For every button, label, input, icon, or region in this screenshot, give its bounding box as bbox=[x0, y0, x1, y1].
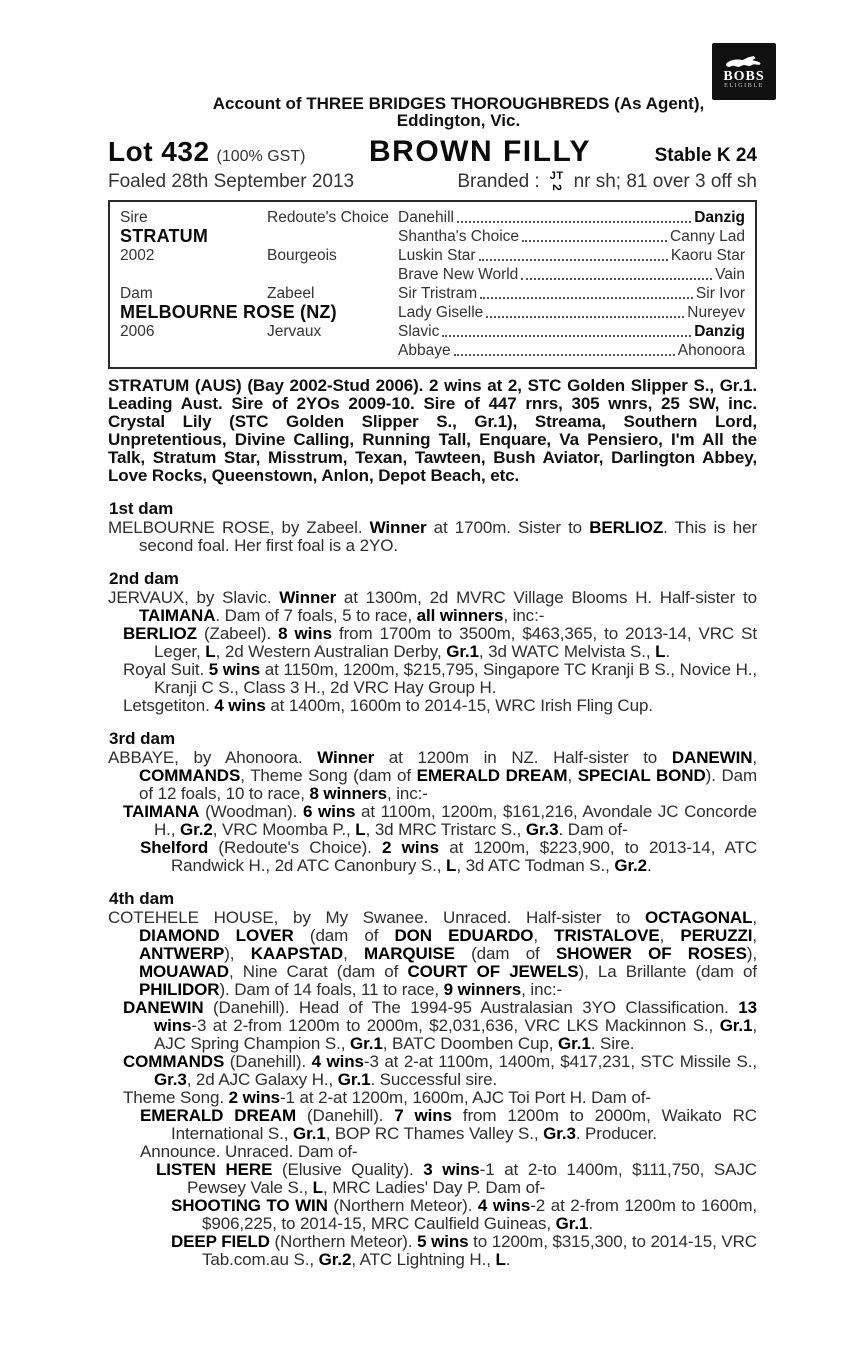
pedigree-parent: Redoute's Choice bbox=[267, 209, 389, 226]
dam-section-4 bbox=[108, 889, 757, 1269]
ancestor-name: Shantha's Choice bbox=[398, 228, 520, 245]
ancestor-sire-name: Kaoru Star bbox=[670, 247, 745, 264]
dam-section-2 bbox=[108, 569, 757, 715]
pedigree-entry: JERVAUX, by Slavic. Winner at 1300m, 2d MVRC Village Blooms H. Half-sister to TAIMANA. Dam of 7 foals, 5 to race, all winners, inc:- bbox=[108, 588, 757, 625]
ancestor-sire-name: Sir Ivor bbox=[695, 285, 745, 302]
pedigree-entry: DANEWIN (Danehill). Head of The 1994-95 Australasian 3YO Classification. 13 wins-3 at 2-from 1200m to 2000m, $2,031,636, VRC LKS Mackinnon S., Gr.1, AJC Spring Champion S., Gr.1, BATC Doomben Cup, Gr.1. Sire. bbox=[123, 998, 757, 1053]
pedigree-ancestor-row bbox=[398, 246, 745, 265]
pedigree-parent: Zabeel bbox=[267, 285, 315, 302]
gst-note: (100% GST) bbox=[216, 148, 306, 165]
pedigree-entry: Announce. Unraced. Dam of- bbox=[140, 1142, 358, 1161]
dam-section-1 bbox=[108, 499, 757, 555]
account-line: Account of THREE BRIDGES THOROUGHBREDS (As Agent), bbox=[212, 94, 705, 113]
pedigree-entry: Royal Suit. 5 wins at 1150m, 1200m, $215,795, Singapore TC Kranji B S., Novice H., Kranji C S., Class 3 H., 2d VRC Hay Group H. bbox=[123, 660, 757, 697]
pedigree-table bbox=[108, 200, 757, 369]
dam-heading: 2nd dam bbox=[109, 569, 179, 588]
pedigree-label: 2002 bbox=[120, 247, 155, 264]
pedigree-label: Dam bbox=[120, 285, 153, 302]
leader-dots bbox=[442, 335, 691, 337]
pedigree-entry: TAIMANA (Woodman). 6 wins at 1100m, 1200m, $161,216, Avondale JC Concorde H., Gr.2, VRC Moomba P., L, 3d MRC Tristarc S., Gr.3. Dam of- bbox=[123, 802, 757, 839]
ancestor-sire-name: Danzig bbox=[694, 323, 745, 340]
ancestor-name: Brave New World bbox=[398, 266, 519, 283]
pedigree-entry: LISTEN HERE (Elusive Quality). 3 wins-1 at 2-to 1400m, $111,750, SAJC Pewsey Vale S., L, MRC Ladies' Day P. Dam of- bbox=[156, 1160, 757, 1197]
leader-dots bbox=[521, 278, 712, 280]
pedigree-ancestor-row bbox=[398, 265, 745, 284]
ancestor-name: Luskin Star bbox=[398, 247, 476, 264]
pedigree-entry: ABBAYE, by Ahonoora. Winner at 1200m in NZ. Half-sister to DANEWIN, COMMANDS, Theme Song (dam of EMERALD DREAM, SPECIAL BOND). Dam of 12 foals, 10 to race, 8 winners, inc:- bbox=[108, 748, 758, 803]
dam-heading: 4th dam bbox=[109, 889, 175, 908]
branded-label: Branded : bbox=[457, 171, 540, 192]
pedigree-entry: COTEHELE HOUSE, by My Swanee. Unraced. Half-sister to OCTAGONAL, DIAMOND LOVER (dam of DON EDUARDO, TRISTALOVE, PERUZZI, ANTWERP), KAAPSTAD, MARQUISE (dam of SHOWER OF ROSES), MOUAWAD, Nine Carat (dam of COURT OF JEWELS), La Brillante (dam of PHILIDOR). Dam of 14 foals, 11 to race, 9 winners, inc:- bbox=[108, 908, 758, 999]
pedigree-entry: EMERALD DREAM (Danehill). 7 wins from 1200m to 2000m, Waikato RC International S., Gr.1, BOP RC Thames Valley S., Gr.3. Producer. bbox=[140, 1106, 757, 1143]
sire-summary: STRATUM (AUS) (Bay 2002-Stud 2006). 2 wins at 2, STC Golden Slipper S., Gr.1. Leading Aust. Sire of 2YOs 2009-10. Sire of 447 rnrs, 305 wnrs, 25 SW, inc. Crystal Lily (STC Golden Slipper S., Gr.1), Streama, Southern Lord, Unpretentious, Divine Calling, Running Tall, Enquare, Va Pensiero, I'm All the Talk, Stratum Star, Misstrum, Texan, Tawteen, Bush Aviator, Darlington Abbey, Love Rocks, Queenstown, Anlon, Depot Beach, etc. bbox=[108, 376, 757, 485]
branded-group bbox=[457, 171, 757, 193]
ancestor-name: Lady Giselle bbox=[398, 304, 484, 321]
bobs-logo bbox=[712, 43, 776, 100]
brand-mark bbox=[550, 171, 564, 193]
ancestor-name: Danehill bbox=[398, 209, 455, 226]
stable-number: Stable K 24 bbox=[654, 145, 757, 166]
leader-dots bbox=[454, 354, 675, 356]
bobs-logo-text: BOBS bbox=[723, 68, 765, 84]
ancestor-sire-name: Nureyev bbox=[687, 304, 745, 321]
pedigree-parent: Jervaux bbox=[267, 323, 322, 340]
pedigree-ancestor-row bbox=[398, 322, 745, 341]
branded-detail: nr sh; 81 over 3 off sh bbox=[573, 171, 757, 192]
horse-icon bbox=[721, 54, 767, 69]
ancestor-sire-name: Canny Lad bbox=[670, 228, 745, 245]
dam-section-3 bbox=[108, 729, 757, 875]
pedigree-name: STRATUM bbox=[120, 226, 209, 246]
ancestor-sire-name: Ahonoora bbox=[677, 342, 745, 359]
leader-dots bbox=[479, 259, 668, 261]
foal-brand-row bbox=[108, 171, 757, 193]
dam-heading: 1st dam bbox=[109, 499, 174, 518]
ancestor-sire-name: Vain bbox=[715, 266, 745, 283]
leader-dots bbox=[480, 297, 693, 299]
pedigree-entry: MELBOURNE ROSE, by Zabeel. Winner at 1700m. Sister to BERLIOZ. This is her second foal. Her first foal is a 2YO. bbox=[108, 518, 758, 555]
pedigree-ancestor-row bbox=[398, 303, 745, 322]
pedigree-ancestor-row bbox=[398, 208, 745, 227]
horse-title: BROWN FILLY bbox=[368, 135, 592, 168]
location-line: Eddington, Vic. bbox=[396, 111, 521, 130]
lot-number: Lot 432 bbox=[108, 136, 210, 167]
pedigree-entry: Shelford (Redoute's Choice). 2 wins at 1200m, $223,900, to 2013-14, ATC Randwick H., 2d ATC Canonbury S., L, 3d ATC Todman S., Gr.2. bbox=[140, 838, 757, 875]
pedigree-label: Sire bbox=[120, 209, 148, 226]
pedigree-entry: BERLIOZ (Zabeel). 8 wins from 1700m to 3500m, $463,365, to 2013-14, VRC St Leger, L, 2d Western Australian Derby, Gr.1, 3d WATC Melvista S., L. bbox=[123, 624, 757, 661]
bobs-logo-subtext: ELIGIBLE bbox=[724, 82, 764, 89]
dam-sections bbox=[108, 499, 757, 1269]
pedigree-grid bbox=[120, 208, 745, 360]
pedigree-ancestor-row bbox=[398, 341, 745, 360]
dam-heading: 3rd dam bbox=[109, 729, 176, 748]
pedigree-parent: Bourgeois bbox=[267, 247, 337, 264]
leader-dots bbox=[522, 240, 667, 242]
ancestor-name: Abbaye bbox=[398, 342, 451, 359]
pedigree-entry: Theme Song. 2 wins-1 at 2-at 1200m, 1600m, AJC Toi Port H. Dam of- bbox=[123, 1088, 651, 1107]
ancestor-sire-name: Danzig bbox=[694, 209, 745, 226]
pedigree-name: MELBOURNE ROSE (NZ) bbox=[120, 302, 337, 322]
pedigree-entry: Letsgetiton. 4 wins at 1400m, 1600m to 2014-15, WRC Irish Fling Cup. bbox=[123, 696, 653, 715]
leader-dots bbox=[457, 221, 691, 223]
ancestor-name: Slavic bbox=[398, 323, 440, 340]
leader-dots bbox=[486, 316, 684, 318]
ancestor-name: Sir Tristram bbox=[398, 285, 478, 302]
pedigree-entry: DEEP FIELD (Northern Meteor). 5 wins to 1200m, $315,300, to 2014-15, VRC Tab.com.au S., Gr.2, ATC Lightning H., L. bbox=[171, 1232, 757, 1269]
pedigree-entry: COMMANDS (Danehill). 4 wins-3 at 2-at 1100m, 1400m, $417,231, STC Missile S., Gr.3, 2d AJC Galaxy H., Gr.1. Successful sire. bbox=[123, 1052, 757, 1089]
brand-mark-number: 2 bbox=[550, 184, 565, 191]
brand-mark-letters: JT bbox=[549, 170, 564, 182]
pedigree-label: 2006 bbox=[120, 323, 155, 340]
pedigree-ancestor-row bbox=[398, 284, 745, 303]
foaled-date: Foaled 28th September 2013 bbox=[108, 171, 355, 192]
pedigree-entry: SHOOTING TO WIN (Northern Meteor). 4 wins-2 at 2-from 1200m to 1600m, $906,225, to 2014-15, MRC Caulfield Guineas, Gr.1. bbox=[171, 1196, 757, 1233]
pedigree-ancestor-row bbox=[398, 227, 745, 246]
lot-header-row bbox=[108, 135, 757, 169]
